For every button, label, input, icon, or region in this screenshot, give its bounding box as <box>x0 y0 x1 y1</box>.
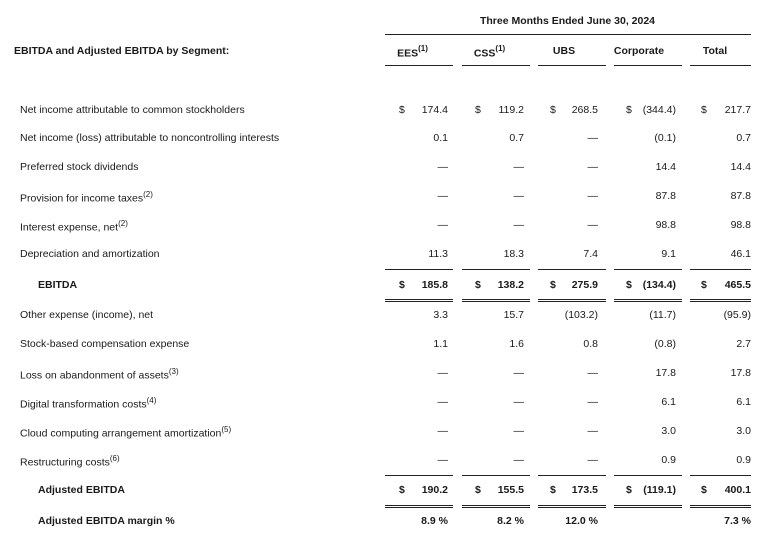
footnote-marker: (3) <box>168 367 179 376</box>
cell-corporate: (0.8) <box>654 338 676 350</box>
cell-corporate: (344.4) <box>642 104 676 116</box>
subtotal-double-rule-2-total <box>690 301 751 302</box>
currency-symbol: $ <box>701 484 707 496</box>
currency-symbol: $ <box>475 104 481 116</box>
cell-total: 17.8 <box>730 367 751 379</box>
cell-ubs: — <box>587 132 598 144</box>
cell-ees: — <box>437 396 448 408</box>
cell-ubs: — <box>587 190 598 202</box>
row-label <box>20 338 189 350</box>
cell-total: 217.7 <box>724 104 751 116</box>
cell-ees: — <box>437 190 448 202</box>
cell-ees: — <box>437 454 448 466</box>
row-label-text: Net income attributable to common stockholders <box>20 104 245 116</box>
cell-total: 14.4 <box>730 161 751 173</box>
row-label-text: Other expense (income), net <box>20 309 154 321</box>
footnote-marker: (2) <box>118 219 128 228</box>
subtotal-double-rule-total <box>690 299 751 300</box>
cell-ees: 1.1 <box>433 338 448 350</box>
subtotal-double-rule-ubs <box>538 299 606 300</box>
subtotal-double-rule-2-css <box>462 301 530 302</box>
subtotal-double-rule-corporate <box>614 299 682 300</box>
cell-ees: 11.3 <box>428 248 448 260</box>
currency-symbol: $ <box>399 484 405 496</box>
header-underline-ubs <box>538 65 606 66</box>
currency-symbol: $ <box>399 279 405 291</box>
currency-symbol: $ <box>550 279 556 291</box>
footnote-marker: (4) <box>146 396 157 405</box>
cell-ees: — <box>437 425 448 437</box>
currency-symbol: $ <box>626 279 632 291</box>
row-label-text: Cloud computing arrangement amortization <box>20 427 222 440</box>
total-rule-corporate <box>614 475 682 476</box>
table-title: EBITDA and Adjusted EBITDA by Segment: <box>14 45 230 57</box>
row-label <box>20 425 231 440</box>
currency-symbol: $ <box>550 484 556 496</box>
footnote-marker: (5) <box>221 425 232 434</box>
total-double-rule-ees <box>385 505 453 506</box>
row-label <box>20 132 279 144</box>
row-label-text: Adjusted EBITDA margin % <box>38 515 175 527</box>
cell-total: 87.8 <box>730 190 751 202</box>
cell-css: 0.7 <box>509 132 524 144</box>
cell-corporate: 3.0 <box>661 425 676 437</box>
subtotal-rule-corporate <box>614 269 682 270</box>
cell-css: — <box>513 425 524 437</box>
currency-symbol: $ <box>475 279 481 291</box>
cell-total: 0.7 <box>736 132 751 144</box>
total-rule-ubs <box>538 475 606 476</box>
cell-corporate: 98.8 <box>655 219 676 231</box>
header-underline-css <box>462 65 530 66</box>
cell-ubs: (103.2) <box>564 309 598 321</box>
cell-corporate: 0.9 <box>661 454 676 466</box>
currency-symbol: $ <box>626 484 632 496</box>
subtotal-double-rule-2-ees <box>385 301 453 302</box>
row-label <box>20 219 128 234</box>
cell-css: — <box>513 219 524 231</box>
total-double-rule-total <box>690 505 751 506</box>
header-underline-total <box>690 65 751 66</box>
cell-ees: 190.2 <box>421 484 448 496</box>
column-header-label: Total <box>702 45 728 57</box>
column-header-corporate <box>608 45 670 57</box>
cell-css: 18.3 <box>503 248 524 260</box>
cell-corporate: 9.1 <box>661 248 676 260</box>
total-double-rule-ubs <box>538 505 606 506</box>
row-label <box>20 396 156 411</box>
subtotal-double-rule-css <box>462 299 530 300</box>
currency-symbol: $ <box>475 484 481 496</box>
cell-total: 3.0 <box>736 425 751 437</box>
cell-total: 465.5 <box>724 279 751 291</box>
cell-css: 1.6 <box>509 338 524 350</box>
total-double-rule-2-ees <box>385 507 453 508</box>
total-rule-css <box>462 475 530 476</box>
row-label-text: Provision for income taxes <box>20 192 144 205</box>
cell-ees: 0.1 <box>433 132 448 144</box>
cell-total: (95.9) <box>723 309 751 321</box>
cell-css: — <box>513 396 524 408</box>
row-label-text: Interest expense, net <box>20 221 119 234</box>
row-label-text: Preferred stock dividends <box>20 161 139 173</box>
total-double-rule-corporate <box>614 505 682 506</box>
cell-ubs: 173.5 <box>571 484 598 496</box>
cell-ees: — <box>437 219 448 231</box>
cell-ubs: 0.8 <box>583 338 598 350</box>
total-double-rule-2-ubs <box>538 507 606 508</box>
row-label <box>20 104 245 116</box>
cell-ubs: — <box>587 367 598 379</box>
cell-total: 6.1 <box>736 396 751 408</box>
currency-symbol: $ <box>701 279 707 291</box>
row-label <box>38 484 125 496</box>
cell-css: 8.2 % <box>497 515 524 527</box>
column-header-label: Corporate <box>613 45 665 57</box>
subtotal-double-rule-2-corporate <box>614 301 682 302</box>
cell-css: 155.5 <box>497 484 524 496</box>
total-double-rule-2-total <box>690 507 751 508</box>
cell-ees: 3.3 <box>433 309 448 321</box>
subtotal-rule-ees <box>385 269 453 270</box>
row-label-text: Net income (loss) attributable to noncontrolling interests <box>20 132 280 144</box>
cell-css: 119.2 <box>498 104 524 116</box>
row-label-text: EBITDA <box>38 279 78 291</box>
cell-corporate: (134.4) <box>642 279 676 291</box>
cell-total: 7.3 % <box>724 515 751 527</box>
column-header-ubs <box>538 45 590 57</box>
subtotal-rule-css <box>462 269 530 270</box>
cell-total: 400.1 <box>724 484 751 496</box>
cell-ees: 8.9 % <box>421 515 448 527</box>
total-rule-total <box>690 475 751 476</box>
cell-ubs: 268.5 <box>571 104 598 116</box>
cell-css: — <box>513 190 524 202</box>
row-label <box>38 515 175 527</box>
cell-corporate: (119.1) <box>643 484 676 496</box>
row-label-text: Loss on abandonment of assets <box>20 369 169 382</box>
total-double-rule-css <box>462 505 530 506</box>
total-rule-ees <box>385 475 453 476</box>
cell-ubs: 7.4 <box>583 248 598 260</box>
cell-corporate: 6.1 <box>661 396 676 408</box>
row-label-text: Restructuring costs <box>20 456 110 469</box>
cell-css: — <box>513 367 524 379</box>
row-label-text: Adjusted EBITDA <box>38 484 125 496</box>
cell-total: 2.7 <box>736 338 751 350</box>
subtotal-rule-total <box>690 269 751 270</box>
currency-symbol: $ <box>701 104 707 116</box>
column-header-total <box>690 45 740 57</box>
row-label <box>38 279 77 291</box>
cell-css: — <box>513 161 524 173</box>
subtotal-rule-ubs <box>538 269 606 270</box>
subtotal-double-rule-ees <box>385 299 453 300</box>
cell-corporate: (0.1) <box>654 132 676 144</box>
cell-css: — <box>513 454 524 466</box>
row-label <box>20 248 160 260</box>
footnote-marker: (6) <box>109 454 120 463</box>
subtotal-double-rule-2-ubs <box>538 301 606 302</box>
cell-ubs: — <box>587 454 598 466</box>
row-label <box>20 454 120 469</box>
currency-symbol: $ <box>550 104 556 116</box>
column-header-ees <box>385 45 440 60</box>
cell-ubs: — <box>587 396 598 408</box>
cell-ubs: — <box>587 161 598 173</box>
total-double-rule-2-corporate <box>614 507 682 508</box>
header-underline-ees <box>385 65 453 66</box>
cell-total: 46.1 <box>730 248 751 260</box>
column-header-label: UBS <box>552 45 576 57</box>
currency-symbol: $ <box>626 104 632 116</box>
cell-ees: — <box>437 367 448 379</box>
row-label <box>20 190 153 205</box>
cell-corporate: 17.8 <box>655 367 676 379</box>
column-header-css <box>462 45 517 60</box>
row-label-text: Stock-based compensation expense <box>20 338 190 350</box>
footnote-marker: (2) <box>143 190 153 199</box>
cell-ubs: 275.9 <box>571 279 598 291</box>
row-label-text: Depreciation and amortization <box>20 248 160 260</box>
cell-corporate: 14.4 <box>655 161 676 173</box>
cell-ubs: — <box>587 219 598 231</box>
total-double-rule-2-css <box>462 507 530 508</box>
currency-symbol: $ <box>399 104 405 116</box>
cell-ubs: — <box>587 425 598 437</box>
cell-corporate: (11.7) <box>649 309 676 321</box>
period-underline <box>385 34 751 35</box>
row-label <box>20 161 138 173</box>
column-header-label: EES <box>397 47 419 60</box>
footnote-marker: (1) <box>495 44 506 53</box>
cell-css: 15.7 <box>503 309 524 321</box>
column-header-label: CSS <box>473 47 496 60</box>
header-underline-corporate <box>614 65 682 66</box>
row-label <box>20 367 179 382</box>
row-label <box>20 309 153 321</box>
row-label-text: Digital transformation costs <box>20 398 147 411</box>
cell-css: 138.2 <box>497 279 524 291</box>
cell-ees: — <box>437 161 448 173</box>
cell-corporate: 87.8 <box>655 190 676 202</box>
period-header: Three Months Ended June 30, 2024 <box>479 15 656 27</box>
footnote-marker: (1) <box>418 44 428 53</box>
cell-total: 0.9 <box>736 454 751 466</box>
cell-ees: 185.8 <box>421 279 448 291</box>
cell-ees: 174.4 <box>421 104 448 116</box>
cell-ubs: 12.0 % <box>565 515 598 527</box>
cell-total: 98.8 <box>730 219 751 231</box>
